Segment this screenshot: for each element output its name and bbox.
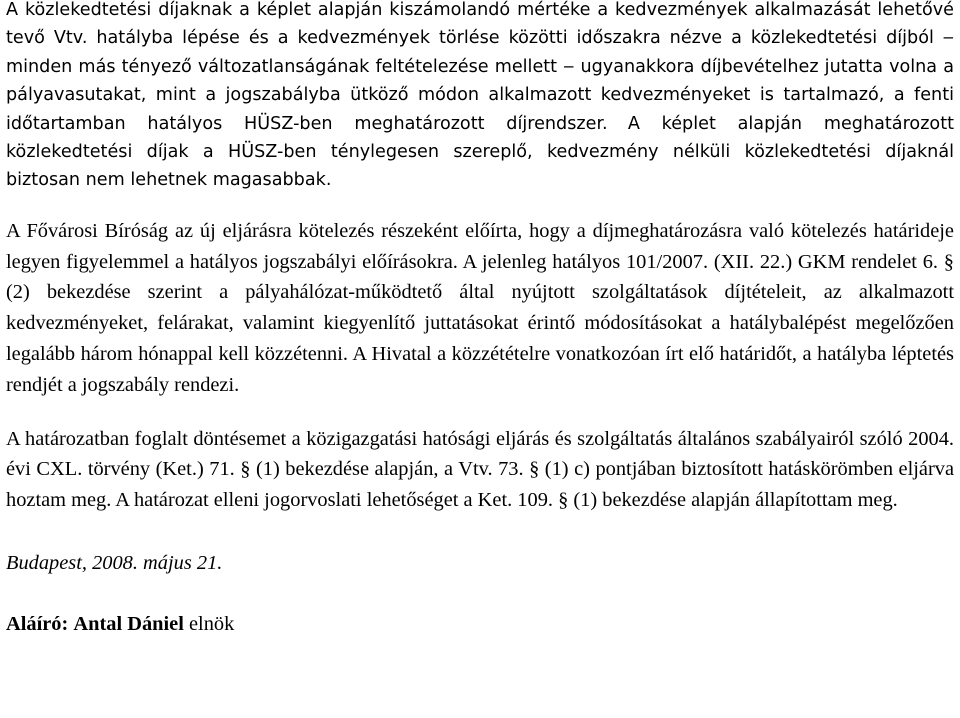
document-page <box>6 0 954 640</box>
signature-title: elnök <box>188 612 235 635</box>
signature-line <box>6 609 954 640</box>
signature-name: Antal Dániel <box>73 612 184 635</box>
paragraph-decision-basis: A határozatban foglalt döntésemet a közigazgatási hatósági eljárás és szolgáltatás általános szabályairól szóló 2004. évi CXL. törvény (Ket.) 71. § (1) bekezdése alapján, a Vtv. 73. § (1) c) pontjában biztosított hatáskörömben eljárva hoztam meg. A határozat elleni jogorvoslati lehetőséget a Ket. 109. § (1) bekezdése alapján állapítottam meg. <box>6 427 954 512</box>
paragraph-fee-calculation-sans-tail: A képlet alapján meghatározott közlekedtetési díjak a HÜSZ-ben ténylegesen szereplő, kedvezmény nélküli közlekedtetési díjaknál biztosan nem lehetnek magasabbak. <box>6 113 954 191</box>
paragraph-court-order: A Fővárosi Bíróság az új eljárásra kötelezés részeként előírta, hogy a díjmeghatározásra való kötelezés határideje legyen figyelemmel a hatályos jogszabályi előírásokra. A jelenleg hatályos 101/2007. (XII. 22.) GKM rendelet 6. § (2) bekezdése szerint a pályahálózat-működtető által nyújtott szolgáltatások díjtételeit, az alkalmazott kedvezményeket, felárakat, valamint kiegyenlítő juttatásokat érintő módosításokat a hatálybalépést megelőzően legalább három hónappal kell közzétenni. A Hivatal a közzétételre vonatkozóan írt elő határidőt, a hatályba léptetés rendjét a jogszabály rendezi. <box>6 219 954 396</box>
signature-label: Aláíró: <box>6 612 69 635</box>
date-line: Budapest, 2008. május 21. <box>6 552 223 575</box>
paragraph-fee-calculation <box>6 0 954 195</box>
paragraph-fee-calculation-sans-text: A közlekedtetési díjaknak a képlet alapján kiszámolandó mértéke a kedvezmények alkalmazását lehetővé tevő Vtv. hatályba lépése és a kedvezmények törlése közötti időszakra nézve a közlekedtetési díjból ‒ minden más tényező változatlanságának feltételezése mellett ‒ ugyanakkora díjbevételhez jutatta volna a pályavasutakat, mint a jogszabályba ütköző módon alkalmazott kedvezményeket is tartalmazó, a fenti időtartamban hatályos HÜSZ-ben meghatározott díjrendszer. <box>6 0 954 134</box>
